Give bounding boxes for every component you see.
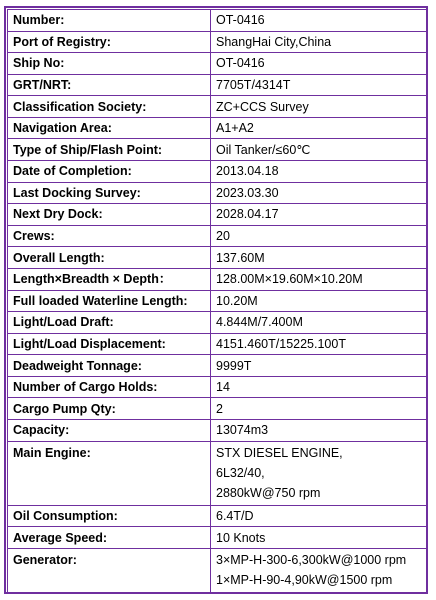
spec-value: 9999T xyxy=(211,355,427,377)
main-engine-label: Main Engine: xyxy=(8,441,211,505)
spec-row xyxy=(8,161,427,183)
spec-row xyxy=(8,355,427,377)
spec-label: Length×Breadth × Depth： xyxy=(8,268,211,290)
spec-label: Oil Consumption: xyxy=(8,505,211,527)
spec-table-body xyxy=(8,10,427,593)
spec-value: 20 xyxy=(211,225,427,247)
spec-value: 14 xyxy=(211,376,427,398)
spec-row xyxy=(8,505,427,527)
spec-label: Full loaded Waterline Length: xyxy=(8,290,211,312)
spec-value: 2023.03.30 xyxy=(211,182,427,204)
spec-label: Date of Completion: xyxy=(8,161,211,183)
spec-row xyxy=(8,290,427,312)
spec-label: Number of Cargo Holds: xyxy=(8,376,211,398)
spec-row xyxy=(8,312,427,334)
spec-row xyxy=(8,182,427,204)
spec-row xyxy=(8,96,427,118)
spec-label: Deadweight Tonnage: xyxy=(8,355,211,377)
main-engine-row xyxy=(8,441,427,505)
spec-value: 7705T/4314T xyxy=(211,74,427,96)
spec-row xyxy=(8,117,427,139)
spec-label: Number: xyxy=(8,10,211,32)
spec-value: OT-0416 xyxy=(211,53,427,75)
spec-value: ShangHai City,China xyxy=(211,31,427,53)
spec-label: GRT/NRT: xyxy=(8,74,211,96)
spec-label: Port of Registry: xyxy=(8,31,211,53)
spec-value: 13074m3 xyxy=(211,419,427,441)
spec-label: Last Docking Survey: xyxy=(8,182,211,204)
spec-row xyxy=(8,10,427,32)
spec-label: Classification Society: xyxy=(8,96,211,118)
spec-label: Crews: xyxy=(8,225,211,247)
spec-label: Ship No: xyxy=(8,53,211,75)
spec-value: A1+A2 xyxy=(211,117,427,139)
spec-label: Overall Length: xyxy=(8,247,211,269)
spec-value: ZC+CCS Survey xyxy=(211,96,427,118)
spec-row xyxy=(8,31,427,53)
main-engine-value-line: 6L32/40, xyxy=(216,465,265,480)
main-engine-value-line: 2880kW@750 rpm xyxy=(216,485,321,500)
generator-row xyxy=(8,548,427,592)
spec-row xyxy=(8,376,427,398)
spec-row xyxy=(8,225,427,247)
spec-value: 2013.04.18 xyxy=(211,161,427,183)
spec-row xyxy=(8,247,427,269)
spec-row xyxy=(8,139,427,161)
spec-value: 128.00M×19.60M×10.20M xyxy=(211,268,427,290)
main-engine-value xyxy=(211,441,427,505)
ship-spec-frame xyxy=(4,6,428,594)
spec-row xyxy=(8,74,427,96)
spec-value: 2028.04.17 xyxy=(211,204,427,226)
spec-row xyxy=(8,398,427,420)
generator-label: Generator: xyxy=(8,548,211,592)
spec-value: 4151.460T/15225.100T xyxy=(211,333,427,355)
spec-label: Average Speed: xyxy=(8,527,211,549)
spec-value: 137.60M xyxy=(211,247,427,269)
spec-row xyxy=(8,527,427,549)
spec-row xyxy=(8,204,427,226)
spec-label: Light/Load Draft: xyxy=(8,312,211,334)
spec-value: OT-0416 xyxy=(211,10,427,32)
spec-value: Oil Tanker/≤60℃ xyxy=(211,139,427,161)
spec-label: Capacity: xyxy=(8,419,211,441)
spec-row xyxy=(8,333,427,355)
spec-label: Navigation Area: xyxy=(8,117,211,139)
spec-row xyxy=(8,419,427,441)
spec-value: 6.4T/D xyxy=(211,505,427,527)
generator-value-line: 3×MP-H-300-6,300kW@1000 rpm xyxy=(216,552,407,567)
spec-value: 10 Knots xyxy=(211,527,427,549)
main-engine-value-line: STX DIESEL ENGINE, xyxy=(216,445,343,460)
spec-value: 4.844M/7.400M xyxy=(211,312,427,334)
ship-spec-table xyxy=(7,9,427,593)
spec-value: 2 xyxy=(211,398,427,420)
spec-label: Cargo Pump Qty: xyxy=(8,398,211,420)
spec-row xyxy=(8,268,427,290)
generator-value xyxy=(211,548,427,592)
generator-value-line: 1×MP-H-90-4,90kW@1500 rpm xyxy=(216,572,393,587)
spec-label: Type of Ship/Flash Point: xyxy=(8,139,211,161)
spec-label: Next Dry Dock: xyxy=(8,204,211,226)
spec-value: 10.20M xyxy=(211,290,427,312)
spec-label: Light/Load Displacement: xyxy=(8,333,211,355)
spec-row xyxy=(8,53,427,75)
